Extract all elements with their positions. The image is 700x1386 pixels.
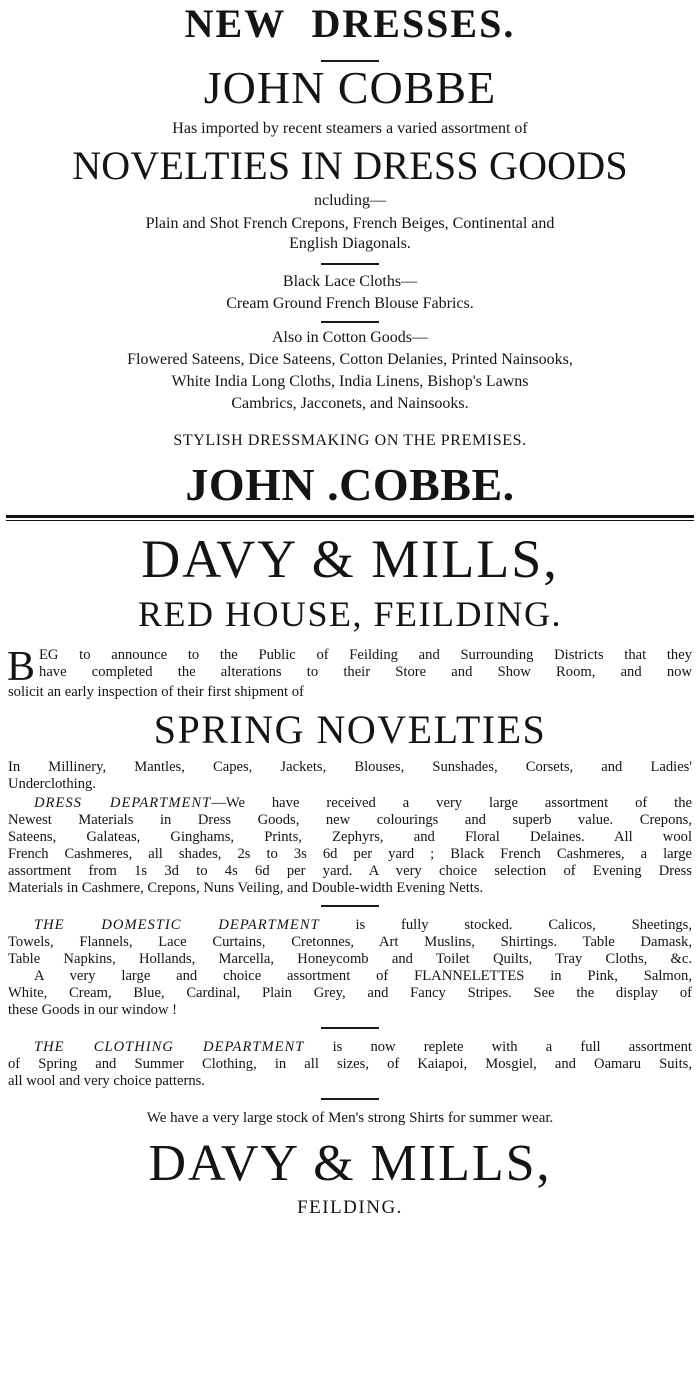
paragraph-line: French Cashmeres, all shades, 2s to 3s 6d per yard ; Black French Cashmeres, a large xyxy=(8,846,692,862)
headline-new-dresses: NEW DRESSES. xyxy=(184,1,516,46)
paragraph-line: A very large and choice assortment of FLANNELETTES in Pink, Salmon, xyxy=(34,968,692,984)
divider-rule xyxy=(321,263,379,265)
subhead-spring-novelties: SPRING NOVELTIES xyxy=(153,707,547,752)
divider-rule xyxy=(321,1098,379,1100)
subhead-novelties-dress-goods: NOVELTIES IN DRESS GOODS xyxy=(72,143,628,188)
paragraph-line: Newest Materials in Dress Goods, new colourings and superb value. Crepons, xyxy=(8,812,692,828)
paragraph-line: EG to announce to the Public of Feilding and Surrounding Districts that they xyxy=(39,647,692,663)
dress-department-paragraph xyxy=(8,795,692,897)
shirts-notice: We have a very large stock of Men's strong Shirts for summer wear. xyxy=(146,1110,554,1126)
goods-list-line: English Diagonals. xyxy=(289,235,411,252)
paragraph-line: Materials in Cashmere, Crepons, Nuns Veiling, and Double-width Evening Netts. xyxy=(8,880,484,896)
paragraph-line: Table Napkins, Hollands, Marcella, Honeycomb and Toilet Quilts, Tray Cloths, &c. xyxy=(8,951,692,967)
footer-name-john-cobbe: JOHN .COBBE. xyxy=(185,459,515,510)
including-label: ncluding— xyxy=(314,192,386,209)
ad-separator-rule xyxy=(6,515,694,521)
millinery-paragraph xyxy=(8,759,692,793)
paragraph-line: White, Cream, Blue, Cardinal, Plain Grey, and Fancy Stripes. See the display of xyxy=(8,985,692,1001)
clothing-department-label: THE CLOTHING DEPARTMENT xyxy=(34,1039,305,1055)
paragraph-line: Sateens, Galateas, Ginghams, Prints, Zephyrs, and Floral Delaines. All wool xyxy=(8,829,692,845)
merchant-name-john-cobbe: JOHN COBBE xyxy=(203,62,497,113)
goods-list-line: Cambrics, Jacconets, and Nainsooks. xyxy=(231,395,469,412)
dressmaking-notice: STYLISH DRESSMAKING ON THE PREMISES. xyxy=(173,432,527,449)
goods-list-line: Plain and Shot French Crepons, French Beiges, Continental and xyxy=(145,215,555,232)
footer-town-feilding: FEILDING. xyxy=(297,1197,403,1218)
paragraph-line: all wool and very choice patterns. xyxy=(8,1073,205,1089)
paragraph-line: assortment from 1s 3d to 4s 6d per yard. A very choice selection of Evening Dress xyxy=(8,863,692,879)
dress-department-label: DRESS DEPARTMENT xyxy=(34,795,212,811)
paragraph-line: Underclothing. xyxy=(8,776,96,792)
divider-rule xyxy=(321,321,379,323)
paragraph-line: solicit an early inspection of their first shipment of xyxy=(8,684,304,700)
merchant-name-davy-mills: DAVY & MILLS, xyxy=(141,529,559,589)
domestic-department-paragraph xyxy=(8,917,692,1019)
divider-rule xyxy=(321,905,379,907)
goods-list-line: Cream Ground French Blouse Fabrics. xyxy=(226,295,474,312)
paragraph-line: Towels, Flannels, Lace Curtains, Cretonnes, Art Muslins, Shirtings. Table Damask, xyxy=(8,934,692,950)
drop-cap: B xyxy=(7,644,36,690)
footer-name-davy-mills: DAVY & MILLS, xyxy=(148,1135,552,1192)
address-red-house-feilding: RED HOUSE, FEILDING. xyxy=(138,594,562,634)
paragraph-line: In Millinery, Mantles, Capes, Jackets, Blouses, Sunshades, Corsets, and Ladies' xyxy=(8,759,692,775)
paragraph-line: of Spring and Summer Clothing, in all sizes, of Kaiapoi, Mosgiel, and Oamaru Suits, xyxy=(8,1056,692,1072)
domestic-department-label: THE DOMESTIC DEPARTMENT xyxy=(34,917,320,933)
paragraph-line: these Goods in our window ! xyxy=(8,1002,178,1018)
ad-davy-and-mills xyxy=(6,529,694,1222)
import-intro: Has imported by recent steamers a varied assortment of xyxy=(172,120,528,137)
paragraph-line: DRESS DEPARTMENT—We have received a very large assortment of the xyxy=(34,795,692,811)
intro-paragraph xyxy=(7,644,692,701)
paragraph-line: THE CLOTHING DEPARTMENT is now replete with a full assortment xyxy=(34,1039,692,1055)
ad-john-cobbe xyxy=(6,0,694,521)
paragraph-line: THE DOMESTIC DEPARTMENT is fully stocked. Calicos, Sheetings, xyxy=(34,917,692,933)
cotton-goods-heading: Also in Cotton Goods— xyxy=(271,329,428,346)
divider-rule xyxy=(321,1027,379,1029)
paragraph-line: have completed the alterations to their Store and Show Room, and now xyxy=(39,664,692,680)
goods-list-line: White India Long Cloths, India Linens, Bishop's Lawns xyxy=(171,373,529,390)
goods-list-line: Flowered Sateens, Dice Sateens, Cotton Delanies, Printed Nainsooks, xyxy=(127,351,573,368)
goods-list-line: Black Lace Cloths— xyxy=(282,273,418,290)
clothing-department-paragraph xyxy=(8,1039,692,1090)
